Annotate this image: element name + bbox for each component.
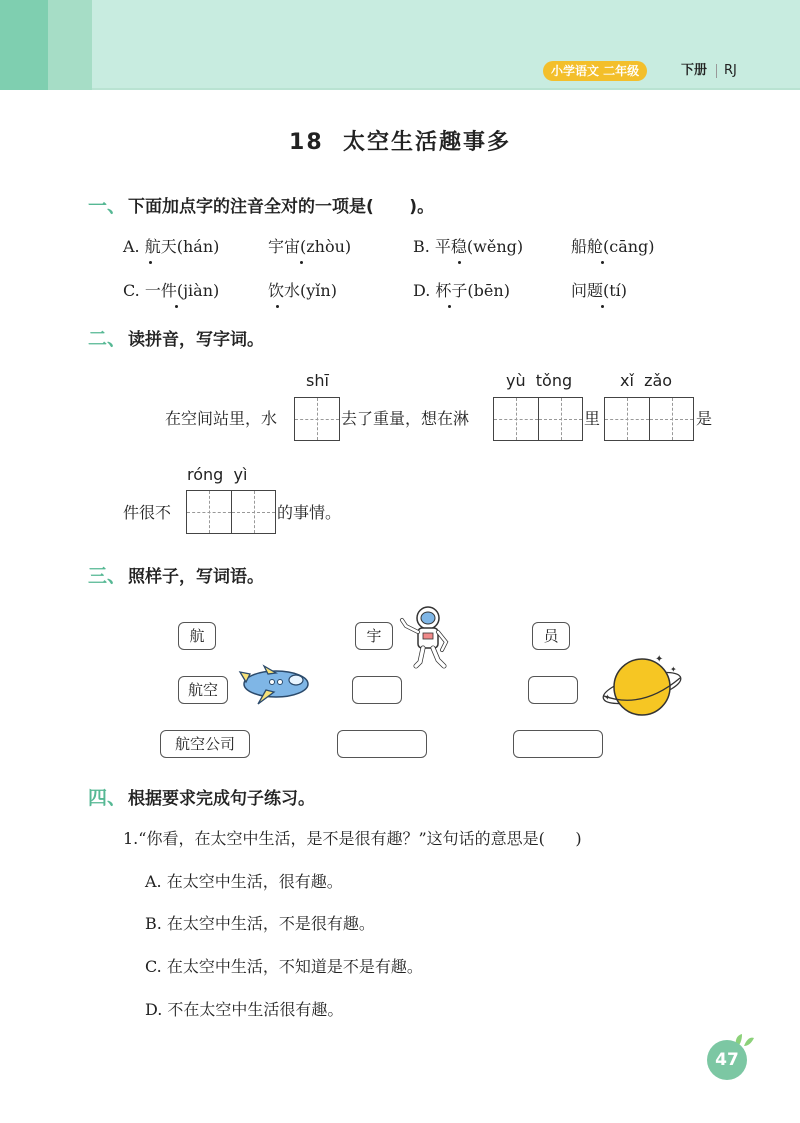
subject-badge: 小学语文 二年级 bbox=[543, 61, 647, 81]
option-c-1: C. 一件(jiàn) bbox=[123, 281, 220, 300]
header-stripe bbox=[0, 0, 48, 90]
sentence-part-1: 在空间站里，水 bbox=[165, 409, 278, 428]
writing-cell[interactable] bbox=[295, 398, 339, 440]
emphasis-dot bbox=[149, 261, 152, 264]
word-box-yu: 宇 bbox=[355, 622, 393, 650]
sentence-part-3: 里 bbox=[584, 409, 601, 428]
answer-option-d: D. 不在太空中生活很有趣。 bbox=[145, 1000, 344, 1019]
pinyin-rongyi: róng yì bbox=[187, 465, 248, 484]
emphasis-dot bbox=[601, 305, 604, 308]
answer-option-c: C. 在太空中生活，不知道是不是有趣。 bbox=[145, 957, 423, 976]
section-number: 一、 bbox=[88, 195, 127, 217]
option-d-2: 问题(tí) bbox=[571, 281, 628, 300]
word-box-yuan: 员 bbox=[532, 622, 570, 650]
writing-cell[interactable] bbox=[231, 491, 275, 533]
section-number: 二、 bbox=[88, 328, 127, 350]
writing-cell[interactable] bbox=[649, 398, 693, 440]
section-4-text: 根据要求完成句子练习。 bbox=[128, 789, 316, 809]
option-b-2: 船舱(cāng) bbox=[571, 237, 655, 256]
word-box-hang: 航 bbox=[178, 622, 216, 650]
header-separator bbox=[716, 64, 717, 78]
pinyin-xizao: xǐ zǎo bbox=[620, 371, 673, 390]
answer-box-yu-2[interactable] bbox=[352, 676, 402, 704]
pinyin-shi: shī bbox=[306, 371, 329, 390]
answer-box-yuan-4[interactable] bbox=[513, 730, 603, 758]
section-3-heading bbox=[88, 564, 264, 589]
answer-box-yuan-2[interactable] bbox=[528, 676, 578, 704]
sentence-part-2: 去了重量，想在淋 bbox=[341, 409, 470, 428]
option-c-2: 饮水(yǐn) bbox=[268, 281, 337, 300]
section-2-heading bbox=[88, 327, 264, 352]
section-1-text: 下面加点字的注音全对的一项是( )。 bbox=[128, 197, 435, 217]
section-2-text: 读拼音，写字词。 bbox=[128, 330, 265, 350]
svg-text:✦: ✦ bbox=[655, 654, 664, 665]
answer-option-a: A. 在太空中生活，很有趣。 bbox=[145, 872, 343, 891]
section-number: 三、 bbox=[88, 565, 127, 587]
writing-cell[interactable] bbox=[494, 398, 538, 440]
sentence-part-4: 是 bbox=[696, 409, 713, 428]
emphasis-dot bbox=[601, 261, 604, 264]
edition-label: RJ bbox=[724, 63, 737, 78]
volume-label: 下册 bbox=[681, 63, 708, 78]
option-a-1: A. 航天(hán) bbox=[123, 237, 220, 256]
option-d-1: D. 杯子(bēn) bbox=[413, 281, 510, 300]
writing-cell[interactable] bbox=[187, 491, 231, 533]
writing-box-xizao[interactable] bbox=[604, 397, 694, 441]
answer-box-yu-4[interactable] bbox=[337, 730, 427, 758]
sentence-part-6: 的事情。 bbox=[277, 503, 342, 522]
option-b-1: B. 平稳(wěng) bbox=[413, 237, 524, 256]
writing-box-rongyi[interactable] bbox=[186, 490, 276, 534]
section-1-heading bbox=[88, 194, 434, 219]
section-number: 四、 bbox=[88, 787, 127, 809]
emphasis-dot bbox=[458, 261, 461, 264]
writing-cell[interactable] bbox=[605, 398, 649, 440]
page-number: 47 bbox=[707, 1040, 747, 1080]
page-title: 18 太空生活趣事多 bbox=[289, 130, 511, 155]
airplane-illustration bbox=[238, 660, 312, 708]
writing-box-yutong[interactable] bbox=[493, 397, 583, 441]
question-1: 1.“你看，在太空中生活，是不是很有趣？”这句话的意思是( ) bbox=[123, 829, 582, 848]
emphasis-dot bbox=[300, 261, 303, 264]
emphasis-dot bbox=[175, 305, 178, 308]
section-3-text: 照样子，写词语。 bbox=[128, 567, 265, 587]
section-4-heading bbox=[88, 786, 315, 811]
answer-option-b: B. 在太空中生活，不是很有趣。 bbox=[145, 914, 375, 933]
header-band bbox=[0, 0, 800, 90]
pinyin-yutong: yù tǒng bbox=[506, 371, 573, 390]
word-box-hangkonggongsi: 航空公司 bbox=[160, 730, 250, 758]
header-stripe bbox=[48, 0, 92, 90]
emphasis-dot bbox=[448, 305, 451, 308]
svg-text:✦: ✦ bbox=[670, 665, 677, 674]
emphasis-dot bbox=[276, 305, 279, 308]
header-divider bbox=[92, 88, 800, 90]
option-a-2: 宇宙(zhòu) bbox=[268, 237, 352, 256]
sentence-part-5: 件很不 bbox=[123, 503, 172, 522]
word-box-hangkong: 航空 bbox=[178, 676, 228, 704]
astronaut-illustration bbox=[398, 604, 452, 672]
planet-illustration bbox=[598, 652, 686, 718]
svg-text:✦: ✦ bbox=[604, 693, 611, 702]
writing-cell[interactable] bbox=[538, 398, 582, 440]
writing-box-shi[interactable] bbox=[294, 397, 340, 441]
